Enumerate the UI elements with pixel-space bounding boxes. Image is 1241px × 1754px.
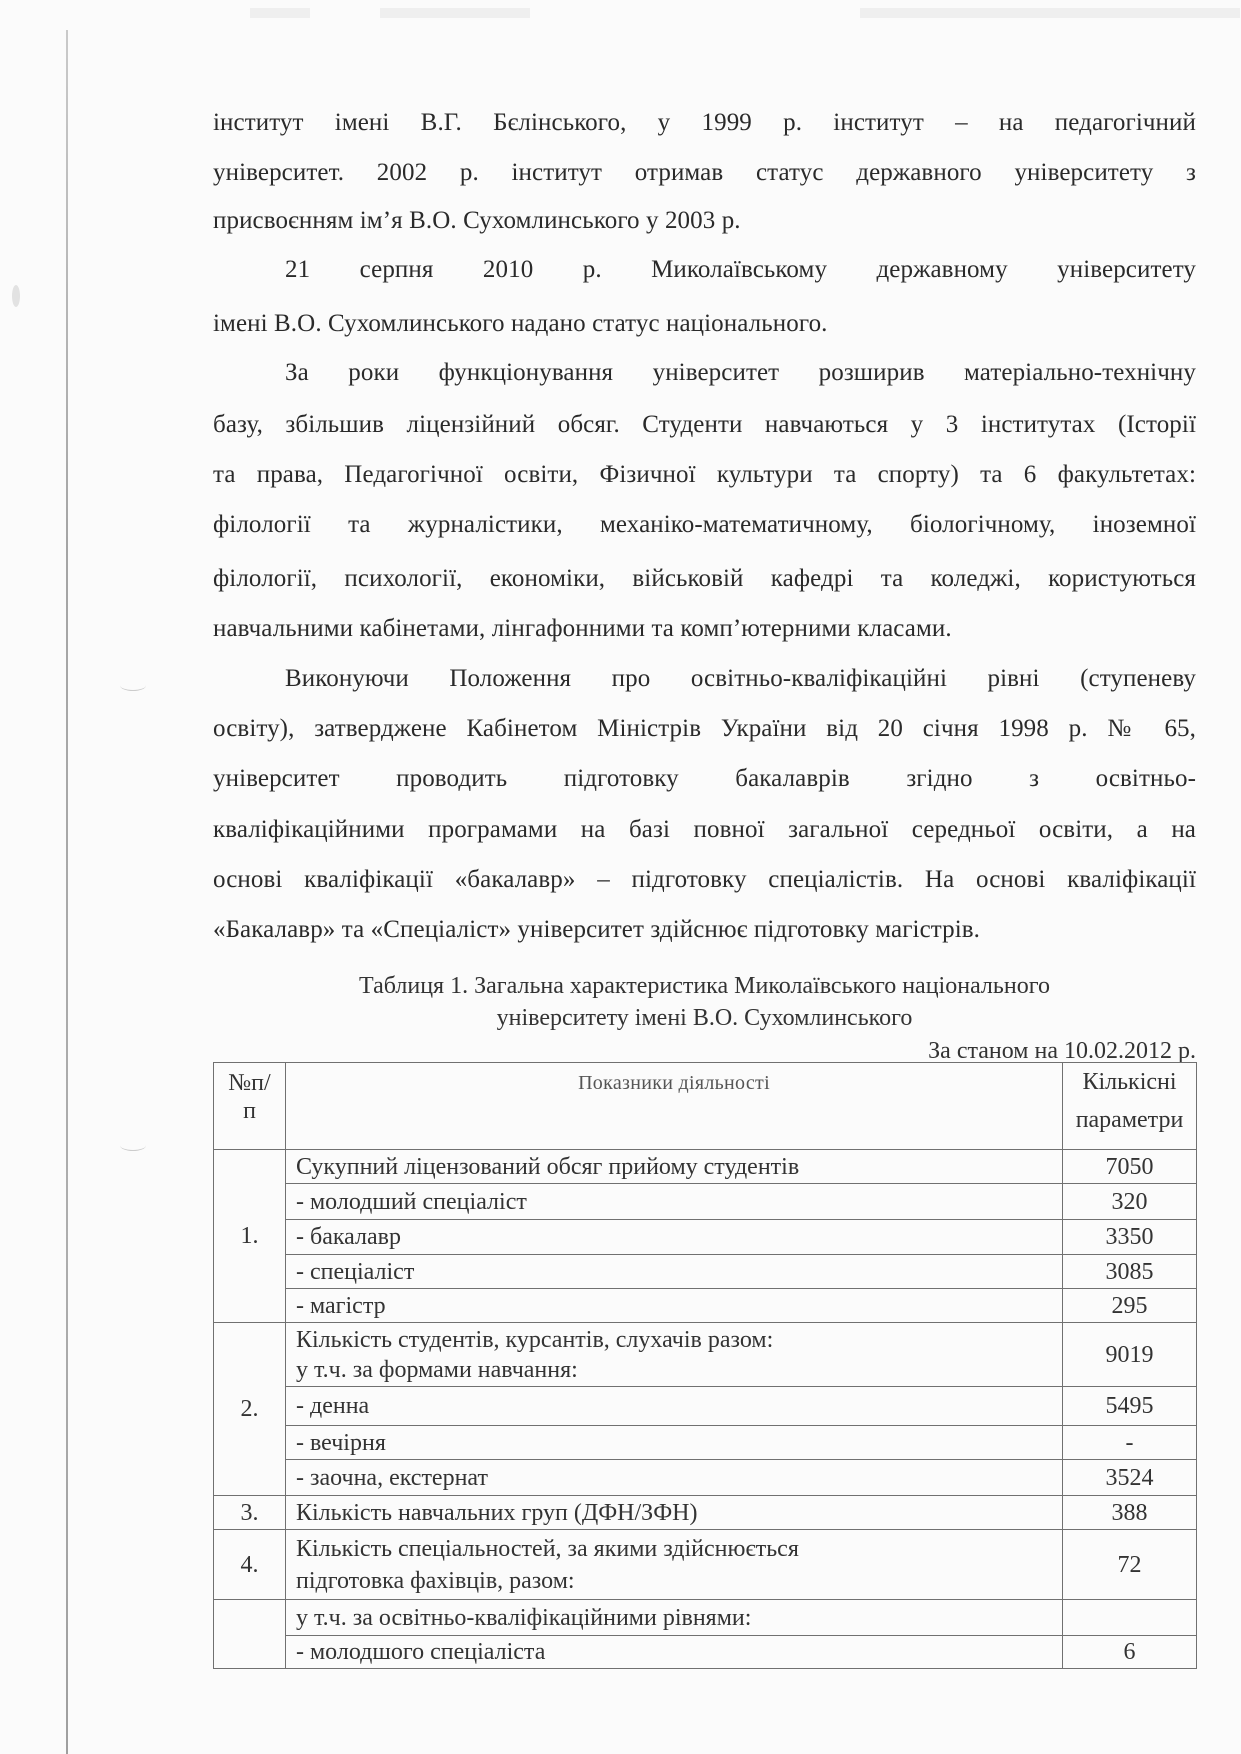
text-line: навчальними кабінетами, лінгафонними та комп’ютерними класами. — [213, 615, 952, 642]
text-line: 21 серпня 2010 р. Миколаївському державному університету — [285, 256, 1196, 283]
table-caption-line2: університету імені В.О. Сухомлинського — [496, 1005, 913, 1031]
as-of-date: За станом на 10.02.2012 р. — [928, 1038, 1196, 1064]
row-number: 2. — [214, 1323, 286, 1496]
row-label: у т.ч. за освітньо-кваліфікаційними рівнями: — [286, 1600, 1063, 1636]
row-label: - бакалавр — [286, 1220, 1063, 1255]
row-value: 3524 — [1063, 1460, 1197, 1496]
row-value: 388 — [1063, 1496, 1197, 1530]
table-row — [214, 1220, 1197, 1255]
table-header-row — [214, 1063, 1197, 1150]
text-line: інститут імені В.Г. Бєлінського, у 1999 р. інститут – на педагогічний — [213, 109, 1196, 136]
table-row — [214, 1255, 1197, 1289]
header-value-line1: Кількісні — [1082, 1069, 1177, 1095]
row-value: 7050 — [1063, 1150, 1197, 1184]
row-label — [286, 1530, 1063, 1600]
table-row — [214, 1387, 1197, 1426]
table-row — [214, 1496, 1197, 1530]
row-label: - денна — [286, 1387, 1063, 1426]
row-value: 5495 — [1063, 1387, 1197, 1426]
row-label: Сукупний ліцензований обсяг прийому студентів — [286, 1150, 1063, 1184]
text-line: університет проводить підготовку бакалаврів згідно з освітньо- — [213, 765, 1196, 792]
table-row — [214, 1289, 1197, 1323]
row-label: - вечірня — [286, 1426, 1063, 1460]
text-line: За роки функціонування університет розширив матеріально-технічну — [285, 359, 1196, 386]
row-value: 9019 — [1063, 1323, 1197, 1387]
row-label: - магістр — [286, 1289, 1063, 1323]
table-caption-line1: Таблиця 1. Загальна характеристика Миколаївського національного — [359, 973, 1050, 999]
row-label — [286, 1323, 1063, 1387]
text-line: основі кваліфікації «бакалавр» – підготовку спеціалістів. На основі кваліфікації — [213, 866, 1196, 893]
row-label-line2: у т.ч. за формами навчання: — [296, 1356, 578, 1383]
text-line: та права, Педагогічної освіти, Фізичної культури та спорту) та 6 факультетах: — [213, 461, 1196, 488]
row-label: - спеціаліст — [286, 1255, 1063, 1289]
text-line: університет. 2002 р. інститут отримав статус державного університету з — [213, 159, 1196, 186]
row-label: Кількість навчальних груп (ДФН/ЗФН) — [286, 1496, 1063, 1530]
row-label-line1: Кількість спеціальностей, за якими здійснюється — [296, 1535, 799, 1562]
row-value: 320 — [1063, 1184, 1197, 1220]
table-row — [214, 1530, 1197, 1600]
row-label: - молодший спеціаліст — [286, 1184, 1063, 1220]
row-number: 3. — [214, 1496, 286, 1530]
hole-punch-mark — [120, 1140, 146, 1151]
row-label: - заочна, екстернат — [286, 1460, 1063, 1496]
table-row — [214, 1323, 1197, 1387]
stats-table — [213, 1062, 1197, 1669]
row-label-line2: підготовка фахівців, разом: — [296, 1567, 575, 1594]
scan-edge-line — [66, 30, 68, 1754]
row-label-line1: Кількість студентів, курсантів, слухачів разом: — [296, 1326, 774, 1353]
header-number: №п/п — [214, 1063, 286, 1150]
text-line: базу, збільшив ліцензійний обсяг. Студенти навчаються у 3 інститутах (Історії — [213, 411, 1196, 438]
text-line: присвоєнням ім’я В.О. Сухомлинського у 2003 р. — [213, 207, 741, 234]
table-row — [214, 1426, 1197, 1460]
text-line: кваліфікаційними програмами на базі повної загальної середньої освіти, а на — [213, 816, 1196, 843]
row-value: - — [1063, 1426, 1197, 1460]
text-line: «Бакалавр» та «Спеціаліст» університет здійснює підготовку магістрів. — [213, 916, 981, 943]
table-row — [214, 1600, 1197, 1636]
table-row — [214, 1636, 1197, 1669]
row-number: 1. — [214, 1150, 286, 1323]
row-value: 6 — [1063, 1636, 1197, 1669]
header-value — [1063, 1063, 1197, 1150]
scan-artifact — [250, 8, 310, 18]
hole-punch-mark — [120, 680, 146, 691]
table-row — [214, 1150, 1197, 1184]
row-number — [214, 1600, 286, 1669]
text-line: імені В.О. Сухомлинського надано статус національного. — [213, 310, 828, 337]
row-value: 295 — [1063, 1289, 1197, 1323]
table-row — [214, 1460, 1197, 1496]
table-row — [214, 1184, 1197, 1220]
row-value: 72 — [1063, 1530, 1197, 1600]
row-label: - молодшого спеціаліста — [286, 1636, 1063, 1669]
text-line: Виконуючи Положення про освітньо-кваліфікаційні рівні (ступеневу — [285, 665, 1196, 692]
scan-speck — [12, 285, 20, 307]
row-value — [1063, 1600, 1197, 1636]
scan-artifact — [860, 8, 1240, 18]
row-value: 3085 — [1063, 1255, 1197, 1289]
scan-artifact — [380, 8, 530, 18]
header-value-line2: параметри — [1075, 1107, 1184, 1133]
text-line: філології, психології, економіки, військовій кафедрі та коледжі, користуються — [213, 565, 1196, 592]
header-indicator: Показники діяльності — [286, 1063, 1063, 1150]
text-line: освіту), затверджене Кабінетом Міністрів України від 20 січня 1998 р. № 65, — [213, 715, 1196, 742]
text-line: філології та журналістики, механіко-математичному, біологічному, іноземної — [213, 511, 1196, 538]
row-number: 4. — [214, 1530, 286, 1600]
row-value: 3350 — [1063, 1220, 1197, 1255]
